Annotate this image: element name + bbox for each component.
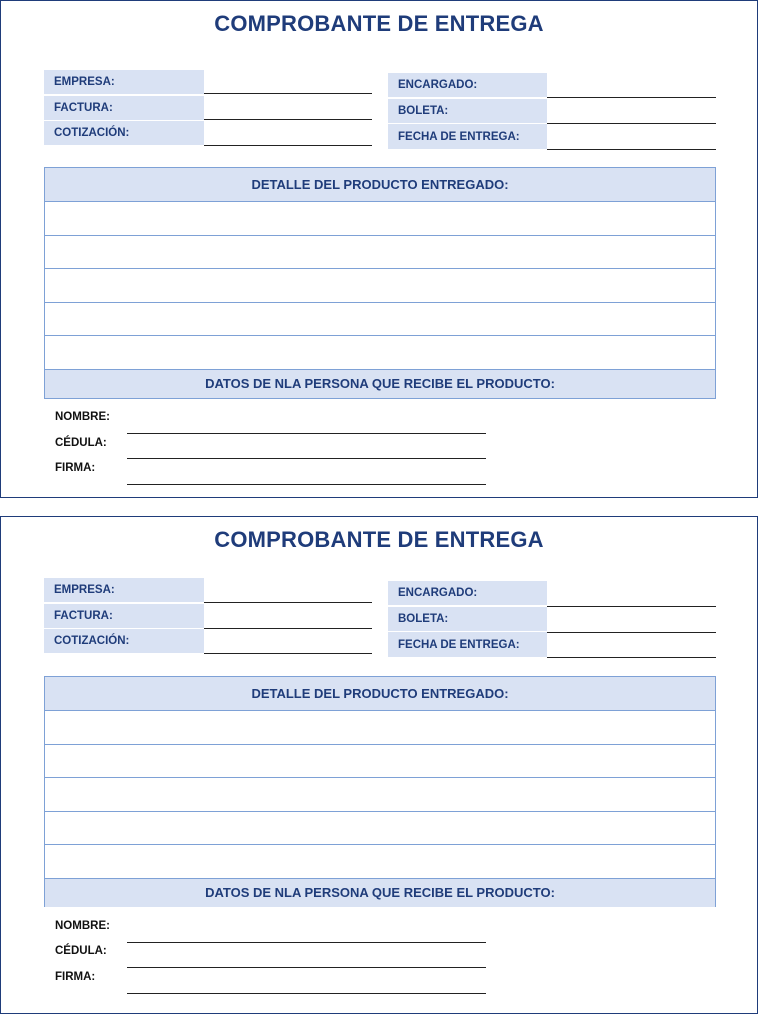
table-row[interactable] <box>45 745 715 779</box>
delivery-voucher-top <box>0 0 758 498</box>
table-row[interactable] <box>45 845 715 879</box>
cedula-line[interactable] <box>127 967 486 968</box>
empresa-label: EMPRESA: <box>44 578 204 602</box>
nombre-line[interactable] <box>127 433 486 434</box>
empresa-line[interactable] <box>204 602 372 603</box>
cotizacion-label: COTIZACIÓN: <box>44 629 204 653</box>
fecha-entrega-line[interactable] <box>547 149 716 150</box>
table-row[interactable] <box>45 236 715 270</box>
voucher-title: COMPROBANTE DE ENTREGA <box>214 11 544 36</box>
cedula-line[interactable] <box>127 458 486 459</box>
firma-label: FIRMA: <box>55 971 96 983</box>
fecha-entrega-line[interactable] <box>547 657 716 658</box>
table-row[interactable] <box>45 202 715 236</box>
cotizacion-line[interactable] <box>204 653 372 654</box>
cedula-label: CÉDULA: <box>55 437 107 449</box>
table-row[interactable] <box>45 303 715 337</box>
fecha-entrega-label: FECHA DE ENTREGA: <box>388 632 547 657</box>
boleta-line[interactable] <box>547 632 716 633</box>
table-row[interactable] <box>45 336 715 370</box>
boleta-label: BOLETA: <box>388 607 547 631</box>
cotizacion-label: COTIZACIÓN: <box>44 121 204 145</box>
factura-line[interactable] <box>204 119 372 120</box>
nombre-label: NOMBRE: <box>55 920 110 932</box>
firma-line[interactable] <box>127 484 486 485</box>
factura-label: FACTURA: <box>44 604 204 628</box>
cedula-label: CÉDULA: <box>55 945 107 957</box>
firma-line[interactable] <box>127 993 486 994</box>
boleta-line[interactable] <box>547 123 716 124</box>
receiver-header: DATOS DE NLA PERSONA QUE RECIBE EL PRODUCTO: <box>45 879 715 907</box>
empresa-label: EMPRESA: <box>44 70 204 94</box>
empresa-line[interactable] <box>204 93 372 94</box>
encargado-label: ENCARGADO: <box>388 581 547 605</box>
table-row[interactable] <box>45 778 715 812</box>
product-detail-table <box>44 167 716 399</box>
factura-line[interactable] <box>204 628 372 629</box>
encargado-line[interactable] <box>547 97 716 98</box>
table-row[interactable] <box>45 812 715 846</box>
detail-header: DETALLE DEL PRODUCTO ENTREGADO: <box>45 168 715 202</box>
nombre-line[interactable] <box>127 942 486 943</box>
boleta-label: BOLETA: <box>388 99 547 123</box>
cotizacion-line[interactable] <box>204 145 372 146</box>
fecha-entrega-label: FECHA DE ENTREGA: <box>388 124 547 149</box>
voucher-title: COMPROBANTE DE ENTREGA <box>214 527 544 552</box>
nombre-label: NOMBRE: <box>55 411 110 423</box>
table-row[interactable] <box>45 711 715 745</box>
receiver-header: DATOS DE NLA PERSONA QUE RECIBE EL PRODUCTO: <box>45 370 715 398</box>
encargado-label: ENCARGADO: <box>388 73 547 97</box>
factura-label: FACTURA: <box>44 96 204 120</box>
product-detail-table <box>44 676 716 907</box>
delivery-voucher-bottom <box>0 516 758 1014</box>
table-row[interactable] <box>45 269 715 303</box>
firma-label: FIRMA: <box>55 462 96 474</box>
detail-header: DETALLE DEL PRODUCTO ENTREGADO: <box>45 677 715 711</box>
encargado-line[interactable] <box>547 606 716 607</box>
